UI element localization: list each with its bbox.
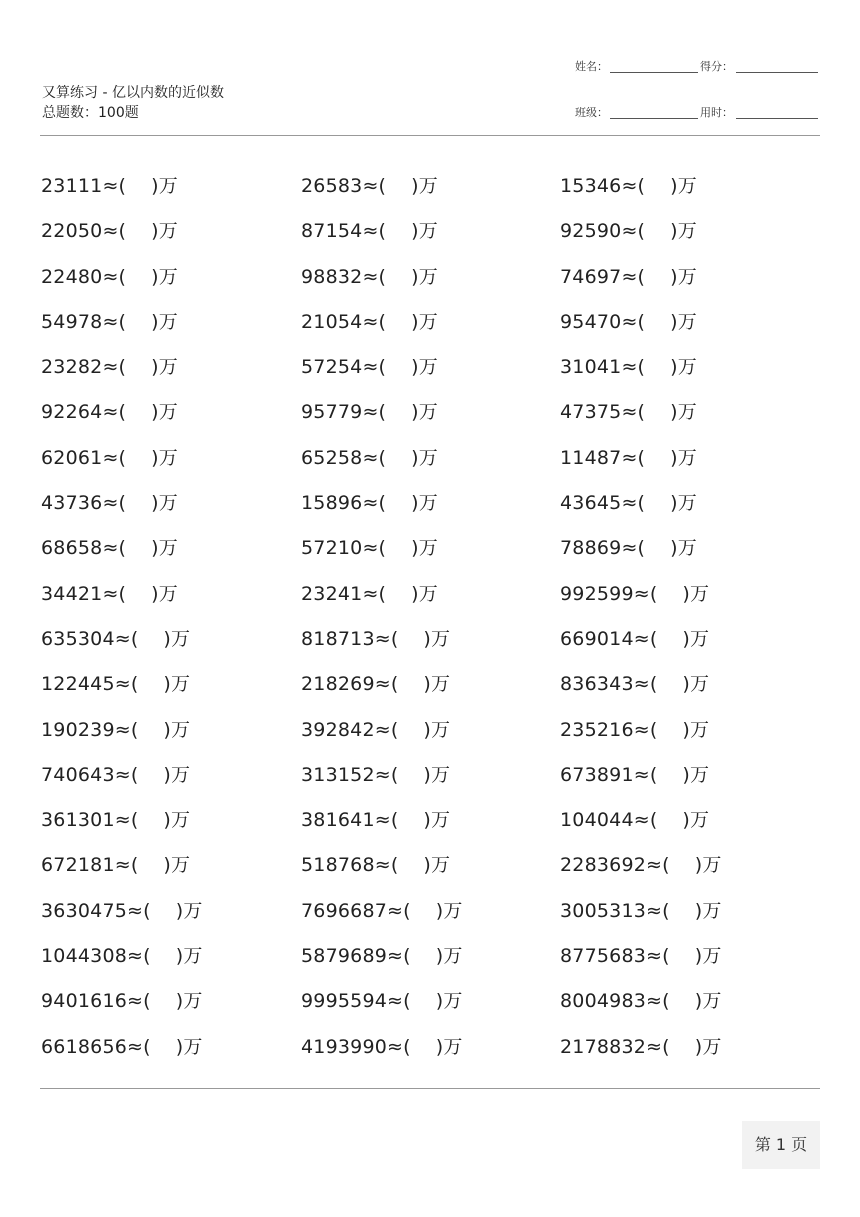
score-field[interactable] <box>736 72 818 73</box>
time-field[interactable] <box>736 118 818 119</box>
problem-item: 740643≈( )万 <box>41 763 191 786</box>
problem-item: 518768≈( )万 <box>301 854 451 877</box>
header-divider <box>40 135 820 136</box>
problem-item: 669014≈( )万 <box>560 627 710 650</box>
problem-row <box>41 1031 821 1076</box>
problem-item: 8775683≈( )万 <box>560 945 722 968</box>
problem-item: 190239≈( )万 <box>41 718 191 741</box>
time-label: 用时： <box>700 106 733 119</box>
problem-row <box>41 759 821 804</box>
problem-item: 313152≈( )万 <box>301 763 451 786</box>
total-value: 100题 <box>98 105 139 121</box>
problem-item: 11487≈( )万 <box>560 446 697 469</box>
problem-item: 87154≈( )万 <box>301 220 438 243</box>
problem-item: 34421≈( )万 <box>41 582 178 605</box>
name-field[interactable] <box>610 72 698 73</box>
footer-divider <box>40 1088 820 1089</box>
problem-item: 2283692≈( )万 <box>560 854 722 877</box>
problem-item: 95779≈( )万 <box>301 401 438 424</box>
total-separator: ： <box>84 105 98 121</box>
problem-item: 992599≈( )万 <box>560 582 710 605</box>
problem-item: 43645≈( )万 <box>560 492 697 515</box>
problem-item: 26583≈( )万 <box>301 175 438 197</box>
problem-item: 9995594≈( )万 <box>301 990 463 1013</box>
problem-item: 57210≈( )万 <box>301 537 438 560</box>
problem-row <box>41 215 821 260</box>
problem-item: 22050≈( )万 <box>41 220 178 243</box>
problem-item: 381641≈( )万 <box>301 809 451 832</box>
problem-item: 68658≈( )万 <box>41 537 178 560</box>
page-number: 第 1 页 <box>742 1121 820 1169</box>
problem-item: 1044308≈( )万 <box>41 945 203 968</box>
page-title: 又算练习 - 亿以内数的近似数 <box>42 85 224 101</box>
problem-row <box>41 623 821 668</box>
problem-item: 635304≈( )万 <box>41 627 191 650</box>
problem-item: 15346≈( )万 <box>560 175 697 197</box>
problem-item: 92264≈( )万 <box>41 401 178 424</box>
problem-item: 21054≈( )万 <box>301 310 438 333</box>
problem-item: 23111≈( )万 <box>41 175 178 197</box>
problem-item: 23282≈( )万 <box>41 356 178 379</box>
problem-row <box>41 351 821 396</box>
problem-row <box>41 940 821 985</box>
problem-item: 5879689≈( )万 <box>301 945 463 968</box>
problem-item: 361301≈( )万 <box>41 809 191 832</box>
problem-item: 54978≈( )万 <box>41 310 178 333</box>
problem-item: 31041≈( )万 <box>560 356 697 379</box>
problem-item: 6618656≈( )万 <box>41 1035 203 1058</box>
problem-row <box>41 487 821 532</box>
problem-item: 235216≈( )万 <box>560 718 710 741</box>
problem-item: 9401616≈( )万 <box>41 990 203 1013</box>
problem-row <box>41 668 821 713</box>
problem-item: 57254≈( )万 <box>301 356 438 379</box>
problem-row <box>41 849 821 894</box>
problem-item: 15896≈( )万 <box>301 492 438 515</box>
problem-item: 65258≈( )万 <box>301 446 438 469</box>
problem-item: 92590≈( )万 <box>560 220 697 243</box>
problem-item: 22480≈( )万 <box>41 265 178 288</box>
problem-item: 392842≈( )万 <box>301 718 451 741</box>
problem-item: 2178832≈( )万 <box>560 1035 722 1058</box>
total-label: 总题数 <box>42 105 84 121</box>
problem-item: 104044≈( )万 <box>560 809 710 832</box>
problem-item: 673891≈( )万 <box>560 763 710 786</box>
problem-item: 74697≈( )万 <box>560 265 697 288</box>
problem-item: 7696687≈( )万 <box>301 899 463 922</box>
problem-row <box>41 442 821 487</box>
problem-item: 4193990≈( )万 <box>301 1035 463 1058</box>
problem-row <box>41 396 821 441</box>
problem-item: 836343≈( )万 <box>560 673 710 696</box>
problem-row <box>41 714 821 759</box>
problem-row <box>41 895 821 940</box>
problem-item: 98832≈( )万 <box>301 265 438 288</box>
problem-item: 3005313≈( )万 <box>560 899 722 922</box>
problem-grid <box>41 170 821 1076</box>
problem-item: 23241≈( )万 <box>301 582 438 605</box>
problem-item: 62061≈( )万 <box>41 446 178 469</box>
problem-row <box>41 985 821 1030</box>
total-count <box>42 104 139 122</box>
class-field[interactable] <box>610 118 698 119</box>
score-label: 得分： <box>700 60 733 73</box>
problem-row <box>41 532 821 577</box>
problem-row <box>41 170 821 215</box>
problem-row <box>41 261 821 306</box>
problem-item: 8004983≈( )万 <box>560 990 722 1013</box>
problem-item: 47375≈( )万 <box>560 401 697 424</box>
problem-row <box>41 578 821 623</box>
problem-item: 78869≈( )万 <box>560 537 697 560</box>
problem-item: 3630475≈( )万 <box>41 899 203 922</box>
problem-item: 95470≈( )万 <box>560 310 697 333</box>
name-label: 姓名： <box>575 60 608 73</box>
problem-row <box>41 804 821 849</box>
problem-row <box>41 306 821 351</box>
problem-item: 672181≈( )万 <box>41 854 191 877</box>
problem-item: 43736≈( )万 <box>41 492 178 515</box>
problem-item: 122445≈( )万 <box>41 673 191 696</box>
problem-item: 218269≈( )万 <box>301 673 451 696</box>
problem-item: 818713≈( )万 <box>301 627 451 650</box>
class-label: 班级： <box>575 106 608 119</box>
